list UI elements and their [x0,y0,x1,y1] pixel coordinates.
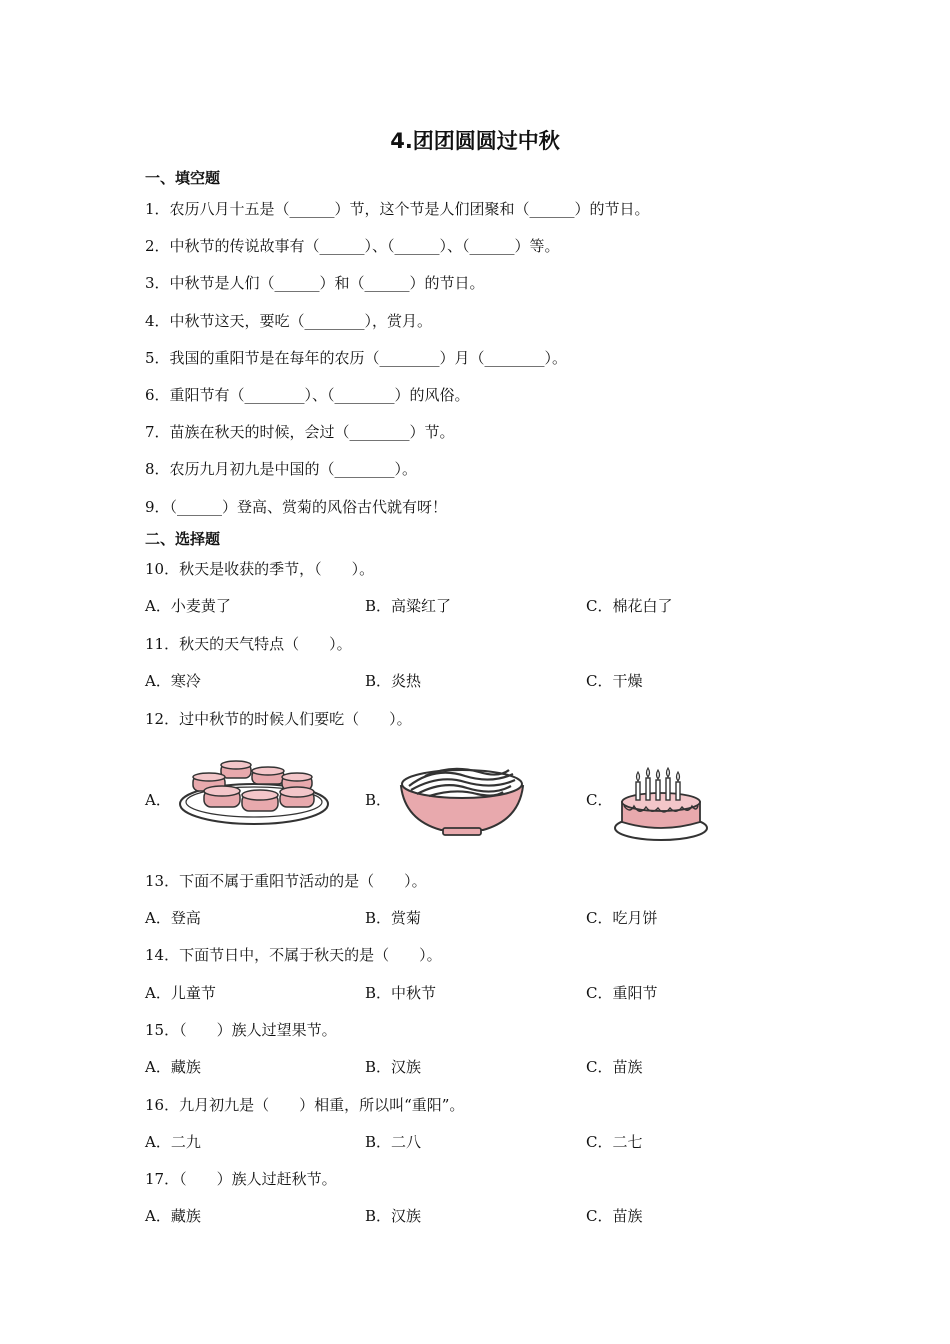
question-17-option-a: A．藏族 [145,1207,201,1225]
question-12-option-a: A． [145,791,171,809]
question-15-option-b: B．汉族 [365,1058,422,1076]
question-7: 7．苗族在秋天的时候，会过（________）节。 [145,423,455,441]
question-15: 15．（ ）族人过望果节。 [145,1021,337,1039]
question-6: 6．重阳节有（________）、（________）的风俗。 [145,386,470,404]
question-17: 17．（ ）族人过赶秋节。 [145,1170,337,1188]
question-17-option-c: C．苗族 [586,1207,643,1225]
question-16-option-a: A．二九 [145,1133,201,1151]
question-10-option-a: A．小麦黄了 [145,597,231,615]
question-12-option-b: B． [365,791,392,809]
question-9: 9．（______）登高、赏菊的风俗古代就有呀！ [145,498,448,516]
question-15-option-c: C．苗族 [586,1058,643,1076]
question-17-option-b: B．汉族 [365,1207,422,1225]
question-16: 16．九月初九是（ ）相重，所以叫“重阳”。 [145,1096,465,1114]
question-11: 11．秋天的天气特点（ ）。 [145,635,352,653]
question-2: 2．中秋节的传说故事有（______）、（______）、（______）等。 [145,237,560,255]
question-14: 14．下面节日中，不属于秋天的是（ ）。 [145,946,442,964]
question-13-option-a: A．登高 [145,909,201,927]
question-10-option-b: B．高粱红了 [365,597,452,615]
question-3: 3．中秋节是人们（______）和（______）的节日。 [145,274,485,292]
question-11-option-c: C．干燥 [586,672,643,690]
question-14-option-c: C．重阳节 [586,984,658,1002]
section-heading-choice: 二、选择题 [145,530,221,548]
question-15-option-a: A．藏族 [145,1058,201,1076]
section-heading-fill-in: 一、填空题 [145,169,221,187]
question-13-option-b: B．赏菊 [365,909,422,927]
page-title: 4.团团圆圆过中秋 [390,129,560,153]
noodle-bowl-picture [395,760,529,838]
question-10: 10．秋天是收获的季节，（ ）。 [145,560,375,578]
question-5: 5．我国的重阳节是在每年的农历（________）月（________）。 [145,349,568,367]
birthday-cake-picture [612,762,710,842]
question-12-option-c: C． [586,791,613,809]
question-8: 8．农历九月初九是中国的（________）。 [145,460,418,478]
question-14-option-a: A．儿童节 [145,984,216,1002]
question-1: 1．农历八月十五是（______）节，这个节是人们团聚和（______）的节日。 [145,200,650,218]
question-13: 13．下面不属于重阳节活动的是（ ）。 [145,872,427,890]
question-16-option-c: C．二七 [586,1133,643,1151]
question-11-option-a: A．寒冷 [145,672,201,690]
question-12: 12．过中秋节的时候人们要吃（ ）。 [145,710,412,728]
question-11-option-b: B．炎热 [365,672,422,690]
question-13-option-c: C．吃月饼 [586,909,658,927]
question-10-option-c: C．棉花白了 [586,597,673,615]
mooncakes-plate-picture [176,758,332,830]
question-14-option-b: B．中秋节 [365,984,437,1002]
question-4: 4．中秋节这天，要吃（________），赏月。 [145,312,433,330]
question-16-option-b: B．二八 [365,1133,422,1151]
